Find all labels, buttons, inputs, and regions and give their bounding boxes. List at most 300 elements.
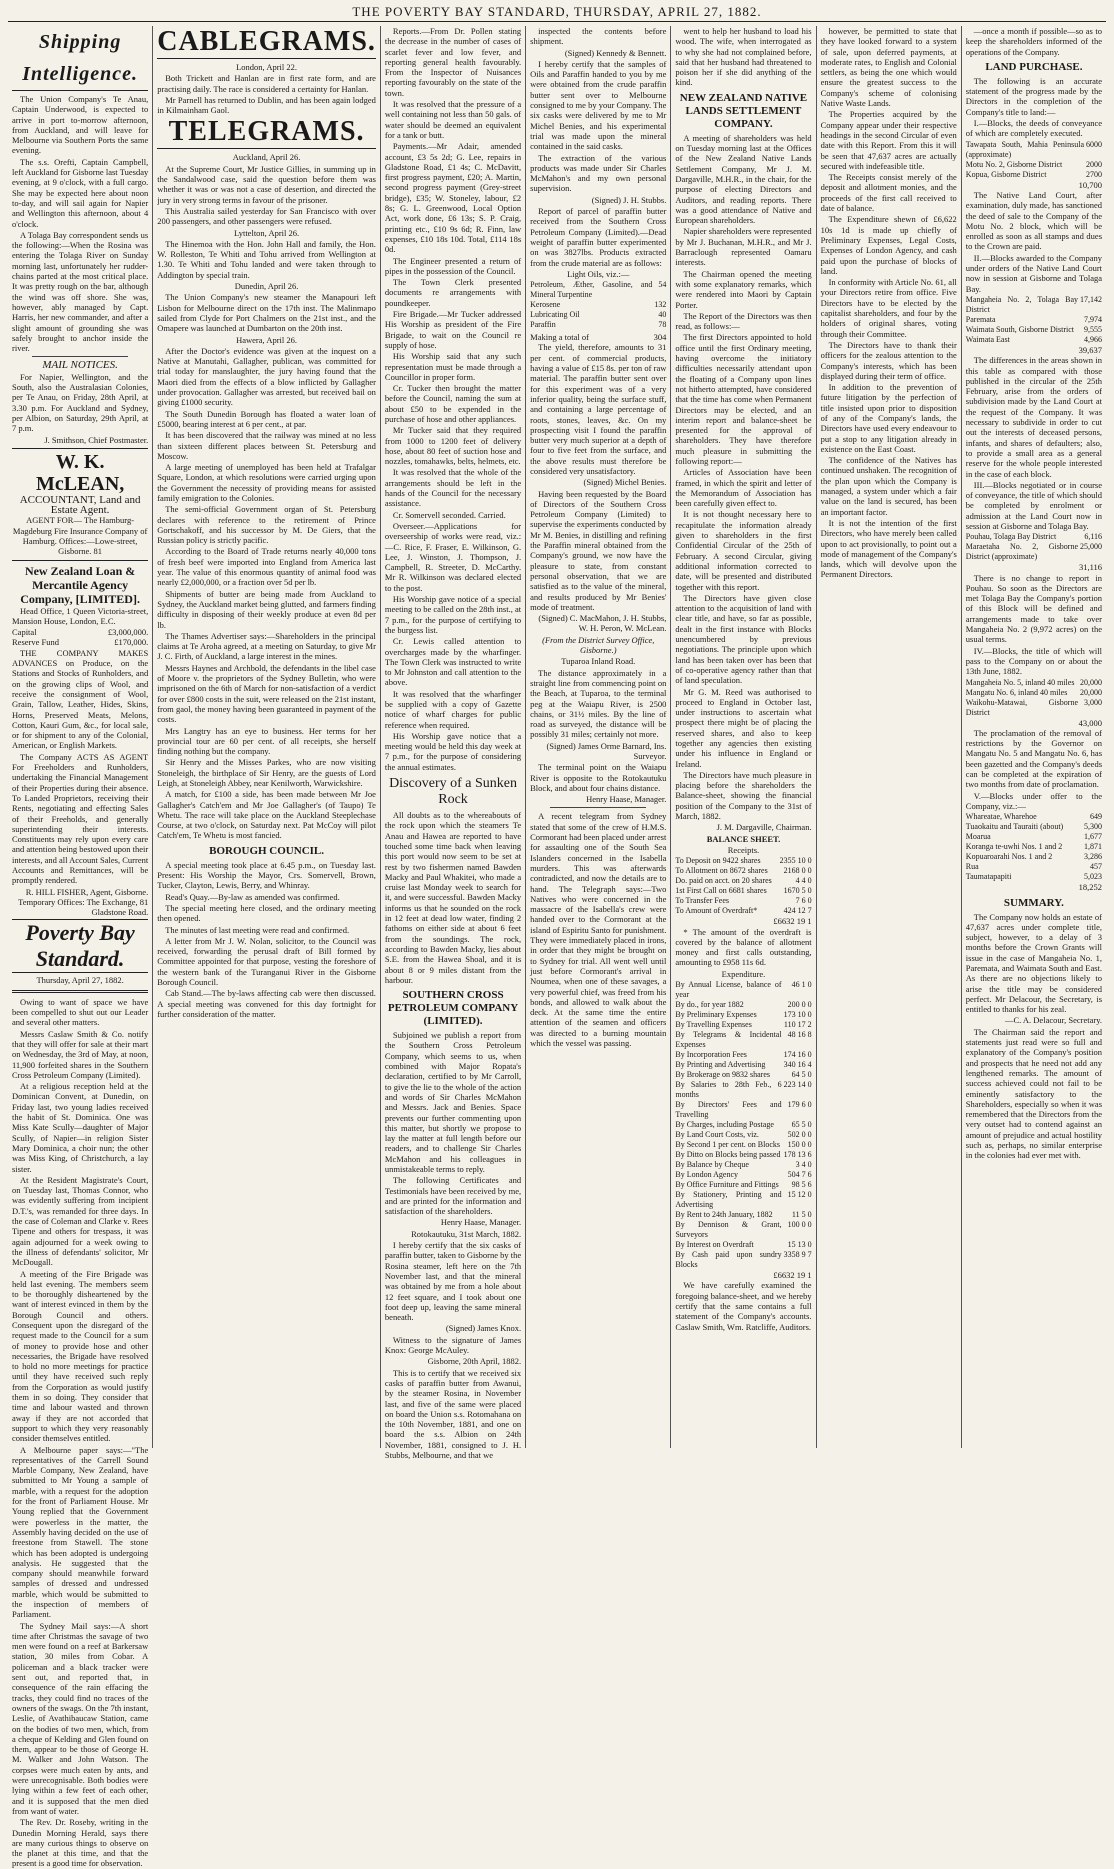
petroleum-intro: Subjoined we publish a report from the Southern Cross Petroleum Company, which seems to us, when combined with Major Ropata's declaration, certified to by Mr Carroll, to give the lie to the whole of the action and words of Sir Charles McMahon and Messrs. Jack and Benies. Space prevents our further commenting upon this matter, but shortly we propose to lay the matter at full length before our readers, and to challenge Sir Charles McMahon and his colleagues in unmistakeable terms to reply. (384, 1030, 522, 1174)
divider (550, 807, 646, 808)
blocks-1-table (966, 140, 1102, 180)
cert-1-place: Rotokautuku, 31st March, 1882. (411, 1228, 522, 1239)
expenditure-row-value: 3 4 0 (795, 1160, 812, 1170)
editorial-3: At a religious reception held at the Dominican Convent, at Dunedin, on Friday last, two young ladies received the habit of St. Dominica. One was Miss Kate Scully—daughter of Major Scully, of Napier—in religion Sister Mary Dominica, a choir nun; the other was Miss King, of Christchurch, a lay sister. (12, 1081, 149, 1174)
summary-text: The Company now holds an estate of 47,637 acres under complete title, subject, however, to a delay of 3 months before the Crown Grants will issue in the case of Mangaheia No. 1, Paremata, and Waimata South and East. As there are no objections likely to arise the title may be considered perfect. Mr Delacour, the Secretary, is entitled to thanks for his zeal. (965, 911, 1103, 1015)
expenditure-row-label: By Telegrams & Incidental Expenses (675, 1030, 782, 1050)
receipts-heading: Receipts. (727, 844, 760, 855)
borough-2: Read's Quay.—By-law as amended was confirmed. (165, 891, 340, 902)
receipts-table (675, 856, 811, 916)
block-row-value: 20,000 (1080, 687, 1103, 697)
tel-dateline-4: Hawera, April 26. (236, 334, 298, 345)
expenditure-row-label: By Rent to 24th January, 1882 (675, 1210, 773, 1220)
column-6 (817, 26, 962, 1448)
report-cont-8: The confidence of the Natives has continued unshaken. The recognition of the plan upon which the Company is managed, a system under which a fair value on the land is secured, has been an important factor. (820, 455, 957, 517)
receipt-row (675, 906, 811, 916)
loan-agency-signature: R. HILL FISHER, Agent, Gisborne. Temporary Offices: The Exchange, 81 Gladstone Road. (18, 886, 149, 918)
tel-12: The Thames Advertiser says:—Shareholders in the principal claims at Te Aroha agreed, at a meeting on Saturday, to give Mr J. C. Firth, of Auckland, a large interest in the mines. (157, 630, 376, 662)
report-cont-3: The Receipts consist merely of the deposit and allotment monies, and the proceeds of the first call received to date of balance. (820, 172, 957, 214)
expenditure-row-value: 15 13 0 (787, 1240, 812, 1250)
block-row-label: Tuaokaitu and Tauraiti (about) (965, 822, 1064, 832)
expenditure-row (675, 1150, 811, 1160)
tel-10: According to the Board of Trade returns nearly 40,000 tons of fresh beef were imported into England from America last year. The value of this enormous quantity of animal food was nearly £2,000,000, or a fraction over 5d per lb. (157, 546, 376, 588)
stubbs-text: I hereby certify that the samples of Oils and Paraffin handed to you by me were obtained from the crude paraffin butter sent over to Melbourne consigned to me by your Company. The six casks were delivered by me to Mr Michel Benies, and his experimental trial was made upon the mineral contained in the said casks. (530, 58, 667, 152)
native-lands-4: The Report of the Directors was then read, as follows:— (675, 310, 812, 332)
product-row (530, 310, 666, 320)
receipt-row-label: Do. paid on acct. on 20 shares (675, 876, 772, 886)
column-5 (671, 26, 816, 1448)
report-cont-6: The Directors have to thank their officers for the zealous attention to the Company's interests, which has been displayed during their term of office. (820, 339, 957, 381)
expenditure-row (675, 1210, 811, 1220)
block-row-value: 1,677 (1084, 832, 1103, 842)
borough-4: The minutes of last meeting were read and confirmed. (165, 924, 350, 935)
cert-2-text: This is to certify that we received six casks of paraffin butter from Awanui, by the steamer Rosina, in November last, and five of the same were placed on board the Union s.s. Rotomahana on the 10th November, 1881, and one on board the s.s. Albion on 24th November, 1881, consigned to J. H. Stubbs, Melbourne, and that we (384, 1367, 522, 1460)
tel-dateline-1: Auckland, April 26. (232, 152, 301, 163)
block-row-value: 3,000 (1084, 697, 1103, 707)
report-cont-4: The Expenditure shewn of £6,622 10s 1d is made up chiefly of Preliminary Expenses, Legal Costs, Expenses of London Agency, and cash paid upon the purchase of blocks of land. (820, 214, 957, 276)
products-total (530, 332, 666, 342)
expenditure-row-label: By Directors' Fees and Travelling (675, 1100, 782, 1120)
expenditure-row-label: By Travelling Expenses (675, 1020, 752, 1030)
divider (32, 356, 128, 357)
block-row-label: Waimata East (965, 334, 1010, 344)
tel-15: Sir Henry and the Misses Parkes, who are now visiting Stoneleigh, the birthplace of Sir Henry, are the guests of Lord Leigh, at Stoneleigh Abbey, near Kenilworth, Warwickshire. (157, 757, 376, 788)
product-row-label: Petroleum, Æther, Gasoline, and Mineral Turpentine (530, 280, 653, 300)
survey-source: (From the District Survey Office, Gisborne.) (542, 634, 655, 656)
blocks-2-para: The differences in the areas shown in this table as compared with those published in the circular of the 25th February, arise from the orders of subdivision made by the Land Court at the request of the Company. It was necessary to subdivide in order to cut out the interests of deceased persons, infants, and shares of defaulters; also, to provide a small area as a general reserve for the whole people interested in the case of each block. (965, 355, 1103, 479)
borough-6: Cab Stand.—The by-laws affecting cab were then discussed. A special meeting was convened for this day fortnight for further consideration of the matter. (157, 988, 376, 1019)
native-lands-6: Articles of Association have been framed, in which the spirit and letter of the Memorandum of Association has been carefully given effect to. (675, 467, 812, 509)
blocks-5-total-value: 18,252 (1078, 882, 1103, 893)
expenditure-row (675, 1100, 811, 1120)
mail-signature: J. Smithson, Chief Postmaster. (44, 434, 149, 445)
expenditure-row-value: 502 0 0 (787, 1130, 812, 1140)
blocks-1-total-value: 10,700 (1078, 179, 1103, 190)
sunken-rock-text: All doubts as to the whereabouts of the rock upon which the steamers Te Anau and Hawea are reported to have touched some time back when leaving this port would now seem to be set at rest by two fishermen named Bawden Macky and Paul Whakitei, who made a cruise last Monday week to search for it, and were successful. Bawden Macky informs us that he sounded on the rock in 12 feet at dead low water, finding 2 fathoms on either side at about 6 feet from the soundings. The rock, according to Bawden Macky, lies about S.E. from the Hawea Shoal, and it is about 8 or 9 miles distant from the harbour. (384, 810, 522, 985)
editorial-5: A meeting of the Fire Brigade was held last evening. The members seem to be thoroughly disheartened by the want of interest evinced in them by the Borough Council and others. Consequent upon the disregard of the request made to the Council for a sum of money to provide hose and other necessaries, the Brigade have resolved to hold no more meetings for practice until they have received such reply from the Corporation as would justify them in so doing. They consider that time and labour wasted and thrown away if they are not accorded that support to which they very reasonably consider themselves entitled. (12, 1268, 149, 1444)
block-row (966, 325, 1102, 335)
expenditure-row-label: By Land Court Costs, viz. (675, 1130, 759, 1140)
block-row-value: 20,000 (1080, 677, 1103, 687)
column-1 (8, 26, 153, 1869)
council-report-14: Cr. Lewis called attention to overcharges made by the wharfinger. The Town Clerk was instructed to write to Mr Johnston and call attention to the above. (384, 636, 522, 688)
expenditure-row-label: By Second 1 per cent. on Blocks (675, 1140, 781, 1150)
product-row-label: Kerosene (530, 300, 561, 310)
blocks-3-para: There is no change to report in Pouhau. So soon as the Directors are met Tolaga Bay the Company's portion of this Block will be defined and arrangements made to take over Mangaheia No. 2 (9,972 acres) on the usual terms. (965, 572, 1103, 645)
expenditure-table (675, 980, 811, 1270)
block-row-value: 25,000 (1080, 542, 1103, 552)
council-report-15: It was resolved that the wharfinger be supplied with a copy of Gazette notice of wharf charges for public reference when required. (384, 688, 522, 730)
block-row (966, 698, 1102, 718)
native-lands-10: The Directors have much pleasure in placing before the shareholders the Balance-sheet, showing the financial position of the Company to the 31st of March, 1882. (675, 769, 812, 822)
expenditure-row (675, 1020, 811, 1030)
editorial-1: Owing to want of space we have been compelled to shut out our Leader and several other matters. (12, 996, 149, 1028)
receipt-row-label: To Allotment on 8672 shares (675, 866, 768, 876)
blocks-1-total (966, 180, 1102, 190)
expenditure-row-value: 340 16 4 (783, 1060, 812, 1070)
expenditure-row-label: By Ditto on Blocks being passed (675, 1150, 781, 1160)
blocks-3-heading: III.—Blocks negotiated or in course of conveyance, the title of which should be completed by enrolment or admission at the Land Court now in session at Gisborne and Tolaga Bay. (965, 479, 1103, 531)
blocks-4-total (966, 718, 1102, 728)
block-row-value: 3,286 (1084, 852, 1103, 862)
expenditure-row-value: 48 16 8 (787, 1030, 812, 1040)
block-row-label: Pouhau, Tolaga Bay District (965, 532, 1057, 542)
expenditure-row-label: By Incorporation Fees (675, 1050, 747, 1060)
expenditure-row (675, 1080, 811, 1100)
block-row-label: Koranga te-uwhi Nos. 1 and 2 (965, 842, 1063, 852)
tel-14: Mrs Langtry has an eye to business. Her terms for her provincial tour are 60 per cent. of all receipts, she herself finding nothing but the company. (157, 725, 376, 757)
mclean-name: W. K. McLEAN, (35, 450, 125, 495)
directors-statement: Having been requested by the Board of Directors of the Southern Cross Petroleum Company (Limited) to supervise the experiments conducted by Mr M. Benies, in distilling and refining the Paraffin mineral obtained from the Company's ground, we now have the pleasure to state, from constant personal observation, that we are satisfied as to the value of the mineral, and results produced by Mr Benies' mode of treatment. (530, 488, 667, 612)
tel-8: A large meeting of unemployed has been held at Trafalgar Square, London, at which resolutions were carried urging upon the Government the necessity of providing means for assisted family emigration to the Colonies. (157, 462, 376, 503)
block-row-value: 6,116 (1084, 532, 1103, 542)
mclean-body: AGENT FOR— The Hamburg-Magdeburg Fire Insurance Company of Hamburg. Offices:—Lowe-street, Gisborne. 81 (12, 515, 148, 557)
block-row-value: 649 (1090, 812, 1103, 822)
reserve-label: Reserve Fund (12, 637, 59, 648)
expenditure-row-value: 98 5 6 (791, 1180, 812, 1190)
expenditure-row-label: By Interest on Overdraft (675, 1240, 754, 1250)
product-row (530, 280, 666, 300)
blocks-2-heading: II.—Blocks awarded to the Company under orders of the Native Land Court now in session at Gisborne and Tolaga Bay. (965, 252, 1103, 294)
product-row-value: 40 (658, 310, 667, 320)
blocks-2-total-value: 39,637 (1078, 344, 1103, 355)
report-cont-9: It is not the intention of the first Directors, who have merely been called upon to act provisionally, to point out a mode of management of the Company's lands, which will devolve upon the Permanent Directors. (820, 517, 957, 580)
block-row (966, 532, 1102, 542)
receipt-row-label: To Deposit on 9422 shares (675, 856, 761, 866)
blocks-5-table (966, 812, 1102, 882)
block-row (966, 842, 1102, 852)
block-row-label: Waikohu-Matawai, Gisborne District (965, 697, 1079, 717)
block-row (966, 852, 1102, 862)
chairman-sig: J. M. Dargaville, Chairman. (716, 822, 812, 833)
block-row-value: 2700 (1086, 169, 1103, 179)
native-lands-heading: NEW ZEALAND NATIVE LANDS SETTLEMENT COMPANY. (679, 91, 808, 130)
expenditure-row (675, 980, 811, 1000)
column-3 (381, 26, 526, 1460)
summary-heading: SUMMARY. (1003, 896, 1064, 909)
receipt-row (675, 876, 811, 886)
product-row-value: 54 (658, 280, 667, 290)
expenditure-row (675, 1130, 811, 1140)
report-cont-5: In conformity with Article No. 61, all your Directors retire from office. Five Directors have to be elected by the capitalist shareholders, and four by the holders of original shares, voting through their Committee. (820, 277, 957, 339)
expenditure-row (675, 1140, 811, 1150)
expenditure-row (675, 1180, 811, 1190)
borough-3: The special meeting here closed, and the ordinary meeting then opened. (157, 902, 376, 924)
receipt-row-value: 2355 10 0 (779, 856, 812, 866)
report-cont-2: The Properties acquired by the Company appear under their respective headings in the second Circular of even date with this Report. From this it will be seen that 47,637 acres are actually secured with indefeasible title. (820, 109, 957, 171)
block-row-label: Kopua, Gisborne District (965, 169, 1047, 179)
column-7 (962, 26, 1106, 1448)
product-row-label: Lubricating Oil (530, 310, 580, 320)
report-cont-7: In addition to the prevention of future litigation by the perfection of title insisted upon prior to disposition of any of the Company's lands, the Directors have used every endeavour to put a stop to any litigation already in existence on the East Coast. (820, 382, 957, 454)
block-row (966, 315, 1102, 325)
blocks-2-table (966, 295, 1102, 345)
capital-value: £3,000,000. (107, 627, 149, 638)
council-report-11: Cr. Somervell seconded. Carried. (392, 509, 506, 520)
expenditure-row-label: By Cash paid upon sundry Blocks (675, 1250, 782, 1270)
loan-agency-title: New Zealand Loan & Mercantile Agency Company, [LIMITED]. (20, 563, 140, 606)
council-report-3: Payments.—Mr Adair, amended account, £3 5s 2d; G. Lee, repairs in Gladstone Road, £1 4s; C. McDavitt, first progress payment, £20; A. Martin, second progress payment (Grey-street bridge), £35; W. Stoneley, labour, £2 8s; G. L. Greenwood, Local Option Act, work done, £6 13s; S. P. Craig, printing etc., £10 9s 6d; R. Finn, law expenses, £10 18s 10d. Total, £114 18s 0d. (384, 141, 522, 255)
expenditure-row-value: 65 5 0 (791, 1120, 812, 1130)
expenditure-total (675, 1270, 811, 1280)
cable-2: Mr Parnell has returned to Dublin, and has been again lodged in Kilmainham Gaol. (157, 94, 376, 116)
product-row (530, 320, 666, 330)
receipt-row-value: 1670 5 0 (783, 886, 812, 896)
expenditure-row (675, 1010, 811, 1020)
block-row (966, 822, 1102, 832)
expenditure-row-value: 173 10 0 (783, 1010, 812, 1020)
column-2 (153, 26, 381, 1448)
receipt-row (675, 886, 811, 896)
council-report-6: Fire Brigade.—Mr Tucker addressed His Worship as president of the Fire Brigade, to wait on the Council re supply of hose. (384, 309, 522, 350)
block-row-value: 6000 (1086, 139, 1103, 149)
editorial-4: At the Resident Magistrate's Court, on Tuesday last, Thomas Connor, who was evidently suffering from incipient D.T.'s, was remanded for three days. In the case of Coleman and Clarke v. Rees Tipene and others for trespass, it was again adjourned for a week owing to the illness of defendants' solicitor, Mr McDougall. (12, 1174, 149, 1268)
receipt-row-label: To Transfer Fees (675, 896, 730, 906)
reserve-row (12, 637, 148, 647)
expenditure-total-value: £6632 19 1 (773, 1270, 812, 1281)
native-lands-9: Mr G. M. Reed was authorised to proceed to England in October last, under instructions to ascertain what prospect there might be of placing the reserved shares, and also to keep together any agencies then existing under his influence in England or Ireland. (675, 686, 812, 769)
expenditure-row (675, 1190, 811, 1210)
receipt-row (675, 856, 811, 866)
editorial-8: The Rev. Dr. Roseby, writing in the Dunedin Morning Herald, says there are many curious things to observe on the planet at this time, and that the present is a good time for observation. (12, 1817, 149, 1869)
block-row-label: Paremata (965, 314, 996, 324)
land-purchase-intro: The following is an accurate statement of the progress made by the Directors in the completion of the Company's title to land:— (965, 75, 1103, 117)
product-row-value: 78 (658, 320, 667, 330)
native-lands-3: The Chairman opened the meeting with some explanatory remarks, which were rendered into Maori by Captain Porter. (675, 268, 812, 310)
cert-2-cont: inspected the contents before shipment. (530, 26, 667, 47)
petroleum-heading: SOUTHERN CROSS PETROLEUM COMPANY (LIMITED). (387, 989, 519, 1028)
expenditure-row-value: 110 17 2 (783, 1020, 812, 1030)
products-total-label: Making a total of (530, 332, 589, 343)
tel-2: This Australia sailed yesterday for San Francisco with over 200 passengers, and other passengers were refused. (157, 205, 376, 227)
expenditure-row-value: 223 14 0 (783, 1080, 812, 1090)
telegrams-heading: TELEGRAMS. (157, 116, 376, 149)
block-row-label: Tawapata South, Mahia Peninsula (approximate) (965, 139, 1085, 159)
stubbs-sig: (Signed) J. H. Stubbs. (591, 194, 667, 205)
stubbs-text-2: The extraction of the various products was made under Sir Charles McMahon's and my own personal supervision. (530, 152, 667, 194)
cormorant-text: A recent telegram from Sydney stated that some of the crew of H.M.S. Cormorant had been placed under arrest for assaulting one of the South Sea Islanders concerned in the Isabella murders. This was afterwards contradicted, and now the details are to hand. The Telegraph says:—Two Natives who were concerned in the massacre of the Isabella's crew were handed over to the Cormorant at the island of Espiritu Santo for punishment. They were immediately placed in irons, in order that they might be brought on to Sydney for trial. All went well until just before Cormorant's arrival in Noumea, when one of these savages, a very powerful chief, was freed from his bonds, and allowed to walk about the deck. At the same time the entire attention of the seamen and officers was directed to a burning mountain which the vessel was passing. (530, 811, 667, 1049)
editorial-7: The Sydney Mail says:—A short time after Christmas the savage of two men were found on a reef at Barkersaw station, 30 miles from Cobar. A policeman and a black tracker were sent out, and reported that, in consequence of the rain effacing the tracks, they could find no traces of the owners of the swags. On the 7th instant, Leslie, of Avathibaucaw Station, came on the bodies of two men, which, from a cheque of Kelding and Glen found on them, appear to be those of George H. M. Walker and John Watson. The corpses were much eaten by ants, and were unrecognisable. Both bodies were lying within a few feet of each other, and it is supposed that the men died from want of water. (12, 1620, 149, 1816)
receipt-row-value: 7 6 0 (795, 896, 812, 906)
block-row (966, 140, 1102, 160)
block-row (966, 832, 1102, 842)
expenditure-row-value: 46 1 0 (791, 980, 812, 990)
tel-1: At the Supreme Court, Mr Justice Gillies, in summing up in the Sandalwood case, said the question before them was whether it was or was not a case of desertion, and directed the jury in very strong terms in favour of the prisoner. (157, 163, 376, 205)
block-row-value: 2000 (1086, 159, 1103, 169)
receipt-row-label: 1st First Call on 6681 shares (675, 886, 767, 896)
council-report-5: The Town Clerk presented documents re arrangements with poundkeeper. (384, 277, 522, 308)
shipping-heading: Shipping Intelligence. (12, 26, 148, 91)
blocks-5-heading: V.—Blocks under offer to the Company, viz.:— (965, 790, 1103, 811)
cert-1-witness: Witness to the signature of James Knox: George McAuley. (384, 1334, 522, 1356)
block-row-value: 9,555 (1084, 324, 1103, 334)
block-row-label: Mangaheia No. 5, inland 40 miles (965, 677, 1075, 687)
borough-5: A letter from Mr J. W. Nolan, solicitor, to the Council was received, forwarding the perusal draft of Bill formed by Committee appointed for that purpose, vesting the foreshore of the western bank of the Turanganui River in the Gisborne Borough Council. (157, 935, 376, 988)
native-lands-1: A meeting of shareholders was held on Tuesday morning last at the Offices of the New Zealand Native Lands Settlement Company, Mr J. M. Dargaville, M.H.R., in the chair, for the purpose of electing Directors and Auditors, and reading reports. There was a good attendance of Native and European shareholders. (675, 132, 812, 226)
blocks-1-heading: I.—Blocks, the deeds of conveyance of which are completely executed. (965, 118, 1103, 139)
expenditure-row-value: 504 7 6 (787, 1170, 812, 1180)
products-table (530, 280, 666, 330)
block-row-label: Whareatae, Wharehoe (965, 812, 1037, 822)
block-row-label: Rua (965, 862, 979, 872)
block-row-label: Maraetaha No. 2, Gisborne District (approximate) (965, 542, 1079, 562)
block-row-label: Kopuaroarahi Nos. 1 and 2 (965, 852, 1053, 862)
tel-6: The South Dunedin Borough has floated a water loan of £5000, bearing interest at 6 per cent., at par. (157, 408, 376, 429)
expenditure-row-label: By Balance by Cheque (675, 1160, 749, 1170)
expenditure-row (675, 1030, 811, 1050)
expenditure-row-label: By Stationery, Printing and Advertising (675, 1190, 782, 1210)
block-row-label: Mangatu No. 6, inland 40 miles (965, 687, 1068, 697)
expenditure-row (675, 1000, 811, 1010)
block-row-label: Taumatapapiti (965, 872, 1012, 882)
parcel-report: Report of parcel of paraffin butter received from the Southern Cross Petroleum Company (Limited).—Dead weight of paraffin butter experimented on was 3827lbs. Products extracted from the crude material are as follows: (530, 206, 667, 268)
waiapu-text: The terminal point on the Waiapu River is opposite to the Rotokautuku Block, and about four chains distance. (530, 762, 667, 793)
blocks-3-total-value: 31,116 (1078, 562, 1103, 573)
expenditure-row (675, 1050, 811, 1060)
receipts-total-value: £6632 19 1 (773, 916, 812, 927)
cert-2-sig: (Signed) Kennedy & Bennett. (564, 47, 667, 58)
block-row-label: Waimata South, Gisborne District (965, 324, 1075, 334)
receipt-row (675, 866, 811, 876)
mail-heading: MAIL NOTICES. (42, 359, 118, 372)
block-row-label: Mangaheia No. 2, Tolaga Bay District (965, 294, 1079, 314)
expenditure-row-value: 3358 9 7 (783, 1250, 812, 1260)
blocks-5-total (966, 882, 1102, 892)
native-lands-2: Napier shareholders were represented by Mr J. Buchanan, M.H.R., and Mr J. Barraclough represented Oamaru interests. (675, 226, 812, 268)
block-row (966, 872, 1102, 882)
block-row-label: Moarua (965, 832, 991, 842)
blocks-2-total (966, 345, 1102, 355)
council-report-10: It was resolved that the whole of the arrangements should be left in the hands of the Council for the necessary assistance. (384, 467, 522, 509)
product-row-value: 132 (654, 300, 667, 310)
block-row-value: 4,966 (1084, 334, 1103, 344)
blocks-4-heading: IV.—Blocks, the title of which will pass to the Company on or about the 13th June, 1882. (965, 645, 1103, 677)
block-row-value: 5,023 (1084, 872, 1103, 882)
cablegrams-heading: CABLEGRAMS. (157, 26, 376, 57)
block-row-value: 17,142 (1080, 294, 1103, 304)
petroleum-sig: Henry Haase, Manager. (440, 1217, 522, 1228)
block-row-value: 1,871 (1084, 842, 1103, 852)
block-row-label: Motu No. 2, Gisborne District (965, 159, 1063, 169)
double-rule (12, 990, 148, 993)
receipt-row (675, 896, 811, 906)
tel-3: The Hinemoa with the Hon. John Hall and family, the Hon. W. Rolleston, Te Whiti and Tohu arrived from Wellington at 1.30. Te Whiti and Tohu landed and were taken through to Addington by special train. (157, 238, 376, 280)
cable-dateline-1: London, April 22. (236, 62, 298, 72)
cable-1: Both Trickett and Hanlan are in first rate form, and are practising daily. The race is considered a certainty for Hanlan. (157, 73, 376, 94)
block-row-value: 5,300 (1084, 822, 1103, 832)
receipt-row-value: 2168 0 0 (783, 866, 812, 876)
council-report-12: Overseer.—Applications for overseership of works were read, viz.:—C. Rice, F. Fraser, E. Wilkinson, G. Lee, J. Winston, J. Thompson, J. Campbell, R. Streeter, D. McCarthy. Mr R. Wilkinson was declared elected to the post. (384, 520, 522, 593)
tuparoa-text: The distance approximately in a straight line from commencing point on the Beach, at Tuparoa, to the terminal peg at the Waiapu River, is 2500 chains, or 31½ miles. By the line of road as surveyed, the distance will be possibly 31 miles; certainly not more. (530, 667, 667, 740)
block-row (966, 678, 1102, 688)
overdraft-note: * The amount of the overdraft is covered by the balance of allotment money and first calls outstanding, amounting to £958 11s 6d. (675, 926, 812, 968)
borough-council-heading: BOROUGH COUNCIL. (209, 844, 325, 857)
native-lands-8: The Directors have given close attention to the acquisition of land with clear title, and have, so far as possible, dealt in the first instance with Blocks unencumbered by previous negotiations. The principle upon which land has been taken over has been that of co-operative agency rather than that of land speculation. (675, 592, 812, 686)
expenditure-row (675, 1250, 811, 1270)
expenditure-row-value: 178 13 6 (783, 1150, 812, 1160)
summary-sig: —C. A. Delacour, Secretary. (1004, 1015, 1103, 1026)
expenditure-heading: Expenditure. (721, 968, 766, 979)
sunken-rock-heading: Discovery of a Sunken Rock (389, 776, 517, 808)
land-purchase-heading: LAND PURCHASE. (985, 60, 1083, 73)
native-lands-7: It is not thought necessary here to recapitulate the information already given to shareholders in the first Confidential Circular of the 25th of February. A second Circular, giving additional information corrected to date, will be presented and distributed together with this report. (675, 509, 812, 592)
tel-4: The Union Company's new steamer the Manapouri left Lisbon for Melbourne direct on the 17th inst. The Malinmapo sailed from Clyde for Port Chalmers on the 21st inst., and the Omapere was launched at Dumbarton on the 20th inst. (157, 292, 376, 334)
expenditure-row-label: By Charges, including Postage (675, 1120, 774, 1130)
waiapu-sig: Henry Haase, Manager. (586, 794, 667, 805)
tuparoa-heading: Tuparoa Inland Road. (561, 656, 636, 667)
council-report-2: It was resolved that the pressure of a well containing not less than 50 gals. of water should be deemed an equivalent for a tank or butt. (384, 99, 522, 140)
tel-7: It has been discovered that the railway was mined at no less than sixteen different places between St. Petersburg and Moscow. (157, 430, 376, 461)
blocks-4-total-value: 43,000 (1078, 717, 1103, 728)
loan-agency-office: Head Office, 1 Queen Victoria-street, Mansion House, London, E.C. (12, 605, 149, 626)
block-row-value: 457 (1090, 862, 1103, 872)
council-report-1: Reports.—From Dr. Pollen stating the decrease in the number of cases of scarlet fever and low fever, and reporting general health favourably. From the Inspector of Nuisances reporting favourably on the state of the town. (384, 26, 522, 98)
shipping-para-2: The s.s. Orefti, Captain Campbell, left Auckland for Gisborne last Tuesday evening, at 9 o'clock, with a full cargo. She may be expected here about noon to-day, and will sail again for Napier and Wellington this afternoon, about 4 o'clock. (12, 156, 149, 229)
mclean-title: ACCOUNTANT, Land and Estate Agent. (19, 493, 141, 517)
block-row (966, 862, 1102, 872)
native-lands-5: The first Directors appointed to hold office until the first Ordinary meeting, having overcome the initiatory difficulties necessarily attendant upon the floating of a Company upon lines not hitherto attempted, have considered that the time has come when Permanent Directors may be elected, and an interim report and balance-sheet be presented for the approval of shareholders. They have therefore much pleasure in submitting the following report:— (675, 332, 812, 466)
expenditure-row-label: By do., for year 1882 (675, 1000, 744, 1010)
mail-notices: For Napier, Wellington, and the South, also the Australasian Colonies, per Te Anau, on Friday, 28th April, at 3.30 p.m. For Auckland and Sydney, per Albion, on Saturday, 29th April, at 7 p.m. (12, 371, 149, 434)
tel-11: Shipments of butter are being made from Auckland to Sydney, the Auckland market being glutted, and farmers finding difficulty in disposing of their weekly produce at even 8d per lb. (157, 588, 376, 630)
directors-sig: (Signed) C. MacMahon, J. H. Stubbs, W. H. Peron, W. McLean. (538, 613, 667, 634)
expenditure-row-label: By Annual License, balance of year (675, 980, 782, 1000)
expenditure-row-label: By Preliminary Expenses (675, 1010, 757, 1020)
capital-label: Capital (12, 627, 37, 638)
chairman-closing: The Chairman said the report and statements just read were so full and explanatory of the Company's position and prospects that he need not add any lengthened remarks. The amount of success achieved could not fail to be eminently satisfactory to the Shareholders, especially so when it was remembered that the Directors from the very outset had to contend against an amount of prejudice and actual hostility such as, perhaps, no similar enterprise in the colonies had ever met with. (965, 1026, 1103, 1161)
receipt-row-value: 424 12 7 (783, 906, 812, 916)
capital-row (12, 627, 148, 637)
block-row (966, 542, 1102, 562)
blocks-1-para: The Native Land Court, after examination, duly made, has sanctioned the deed of sale to the Company of the Motu No. 2 block, which will be enrolled as soon as all stamps and dues to the Crown are paid. (965, 189, 1103, 252)
expenditure-row-label: By Office Furniture and Fittings (675, 1180, 779, 1190)
council-report-7: His Worship said that any such representation must be made through a Councillor in proper form. (384, 351, 522, 382)
expenditure-row-value: 174 16 0 (783, 1050, 812, 1060)
block-row (966, 160, 1102, 170)
tel-9: The semi-official Government organ of St. Petersburg declares with reference to the retirement of Prince Gortschakoff, and his successor by M. De Giers, that the Russian policy is strictly pacific. (157, 504, 376, 546)
receipts-total (675, 916, 811, 926)
expenditure-row (675, 1220, 811, 1240)
expenditure-row (675, 1120, 811, 1130)
cert-1-sig: (Signed) James Knox. (445, 1323, 522, 1334)
blocks-3-table (966, 532, 1102, 562)
tuparoa-sig: (Signed) James Orme Barnard, Ins. Surveyor. (546, 740, 667, 761)
tel-5: After the Doctor's evidence was given at the inquest on a Native at Manutahi, Gallagher, publican, was committed for trial today for manslaughter, the jury having found that the Maori died from the effects of a blow inflicted by Gallagher under provocation. Gallagher was arrested, but received bail on giving £1000 security. (157, 345, 376, 408)
light-oils-heading: Light Oils, viz.:— (567, 268, 630, 279)
newspaper-page (8, 26, 1106, 1869)
expenditure-row-label: By Salaries to 28th Feb., 6 months (675, 1080, 782, 1100)
expenditure-row (675, 1170, 811, 1180)
tel-dateline-2: Lyttelton, April 26. (233, 227, 300, 238)
block-row (966, 688, 1102, 698)
cert-1-text: I hereby certify that the six casks of paraffin butter, taken to Gisborne by the Rosina steamer, left here on the 7th November last, and that the mineral was obtained by me from a hole about 12 feet square, and I took about one foot deep up, leaving the same mineral beneath. (384, 1240, 522, 1323)
paper-nameplate: Poverty Bay Standard. (12, 919, 148, 973)
council-report-16: His Worship gave notice that a meeting would be held this day week at 7 p.m., for the purpose of considering the annual estimates. (384, 730, 522, 772)
editorial-6: A Melbourne paper says:—"The representatives of the Carrell Sound Marble Company, New Zealand, have submitted to Mr Young a sample of marble, with a request for the adoption for the front of Parliament House. Mr Young replied that the Government were powerless in the matter, the Assembly having decided on the use of freestone from Stawell. The stone which has been adopted is undergoing analysis. He suggested that the company should meanwhile forward samples of dressed and undressed marble, which would be submitted to the inspection of members of Parliament. (12, 1444, 149, 1620)
petroleum-para: The following Certificates and Testimonials have been received by me, and are printed for the information and satisfaction of the shareholders. (384, 1175, 522, 1217)
products-total-value: 304 (653, 332, 667, 343)
mclean-ad (12, 448, 148, 561)
council-report-9: Mr Tucker said that they required from 1000 to 1200 feet of delivery hose, about 80 feet of suction hose and nozzles, tomahawks, belts, helmets, etc. (384, 425, 522, 467)
dateline: Thursday, April 27, 1882. (36, 975, 124, 986)
expenditure-row (675, 1060, 811, 1070)
blocks-4-para: The proclamation of the removal of restrictions by the Governor on Mangatu No. 5 and Mangatu No. 6, has been gazetted and the Company's deeds can be completed at the expiration of two months from date of proclamation. (965, 727, 1103, 790)
expenditure-row-label: By Printing and Advertising (675, 1060, 766, 1070)
balance-sheet-heading: BALANCE SHEET. (706, 833, 781, 844)
loan-agency-para-2: The Company ACTS AS AGENT For Freeholders and Runholders, undertaking the Financial Management of their Properties during their absence. To Landed Proprietors, receiving their Rents, negotiating and effecting Sales of their Freeholds, and generally superintending their interests. Constituents may rely upon every care and attention being bestowed upon their interests, and all Account Sales, Current Accounts and Remittances, will be promptly rendered. (12, 751, 149, 886)
expenditure-row-value: 150 0 0 (787, 1140, 812, 1150)
block-row (966, 170, 1102, 180)
